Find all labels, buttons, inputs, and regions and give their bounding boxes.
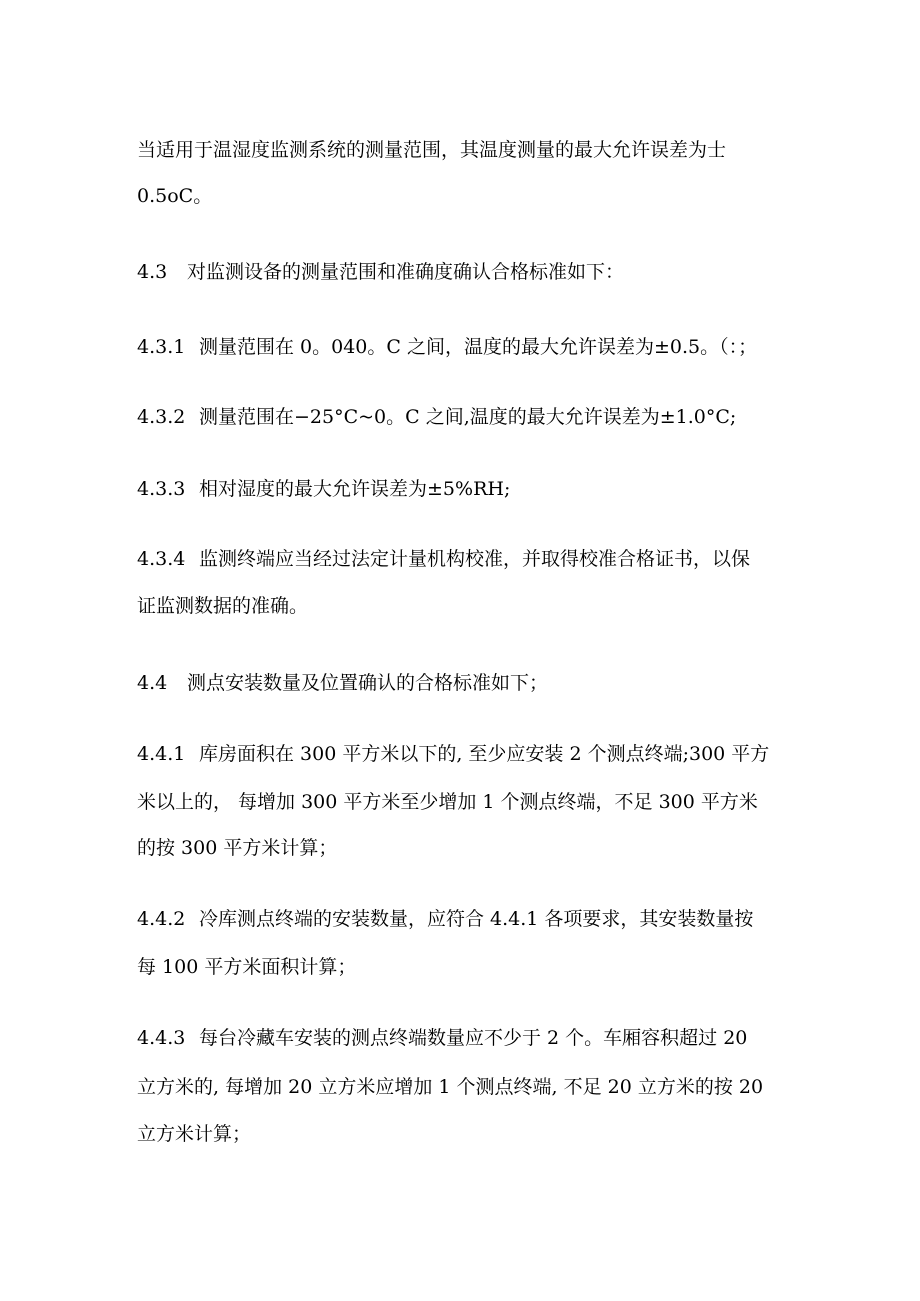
section-text: 测点安装数量及位置确认的合格标准如下； bbox=[187, 672, 549, 694]
clause-text: 测量范围在 0。040。C 之间，温度的最大允许误差为±0.5。（：； bbox=[199, 336, 758, 358]
clause-number: 4.3.1 bbox=[137, 336, 186, 358]
clause-continuation bbox=[137, 593, 308, 619]
clause-text: 测量范围在−25°C~0。C 之间,温度的最大允许误差为±1.0°C; bbox=[199, 406, 737, 428]
clause-4-4-3 bbox=[137, 1025, 747, 1051]
clause-4-3-2 bbox=[137, 404, 736, 430]
clause-number: 4.3.2 bbox=[137, 406, 186, 428]
clause-text: 监测终端应当经过法定计量机构校准，并取得校准合格证书，以保 bbox=[199, 548, 751, 570]
clause-text: 立方米计算； bbox=[137, 1123, 252, 1145]
clause-continuation bbox=[137, 1121, 251, 1147]
section-number: 4.4 bbox=[137, 672, 168, 694]
clause-continuation bbox=[137, 789, 758, 815]
clause-text: 证监测数据的准确。 bbox=[137, 595, 309, 617]
section-heading-4-4 bbox=[137, 670, 548, 696]
paragraph-line bbox=[137, 183, 212, 209]
section-number: 4.3 bbox=[137, 261, 168, 283]
clause-number: 4.4.2 bbox=[137, 908, 186, 930]
clause-text: 每台冷藏车安装的测点终端数量应不少于 2 个。车厢容积超过 20 bbox=[199, 1027, 748, 1049]
clause-continuation bbox=[137, 835, 337, 861]
clause-4-4-1 bbox=[137, 741, 769, 767]
clause-text: 库房面积在 300 平方米以下的, 至少应安装 2 个测点终端;300 平方 bbox=[199, 743, 770, 765]
paragraph-text: 0.5oC。 bbox=[137, 185, 213, 207]
clause-text: 相对湿度的最大允许误差为±5%RH; bbox=[199, 478, 511, 500]
section-text: 对监测设备的测量范围和准确度确认合格标准如下： bbox=[187, 261, 625, 283]
clause-number: 4.4.1 bbox=[137, 743, 186, 765]
clause-number: 4.3.3 bbox=[137, 478, 186, 500]
clause-text: 的按 300 平方米计算； bbox=[137, 837, 338, 859]
clause-text: 米以上的， 每增加 300 平方米至少增加 1 个测点终端，不足 300 平方米 bbox=[137, 791, 758, 813]
clause-4-3-3 bbox=[137, 476, 510, 502]
clause-4-3-4 bbox=[137, 546, 750, 572]
clause-continuation bbox=[137, 954, 356, 980]
clause-number: 4.4.3 bbox=[137, 1027, 186, 1049]
clause-text: 每 100 平方米面积计算； bbox=[137, 956, 357, 978]
paragraph-text: 当适用于温湿度监测系统的测量范围，其温度测量的最大允许误差为士 bbox=[137, 139, 727, 161]
clause-continuation bbox=[137, 1074, 763, 1100]
clause-number: 4.3.4 bbox=[137, 548, 186, 570]
clause-text: 冷库测点终端的安装数量，应符合 4.4.1 各项要求，其安装数量按 bbox=[199, 908, 754, 930]
clause-text: 立方米的, 每增加 20 立方米应增加 1 个测点终端, 不足 20 立方米的按 20 bbox=[137, 1076, 764, 1098]
section-heading-4-3 bbox=[137, 259, 624, 285]
clause-4-4-2 bbox=[137, 906, 753, 932]
paragraph-line bbox=[137, 137, 726, 163]
clause-4-3-1 bbox=[137, 334, 757, 360]
